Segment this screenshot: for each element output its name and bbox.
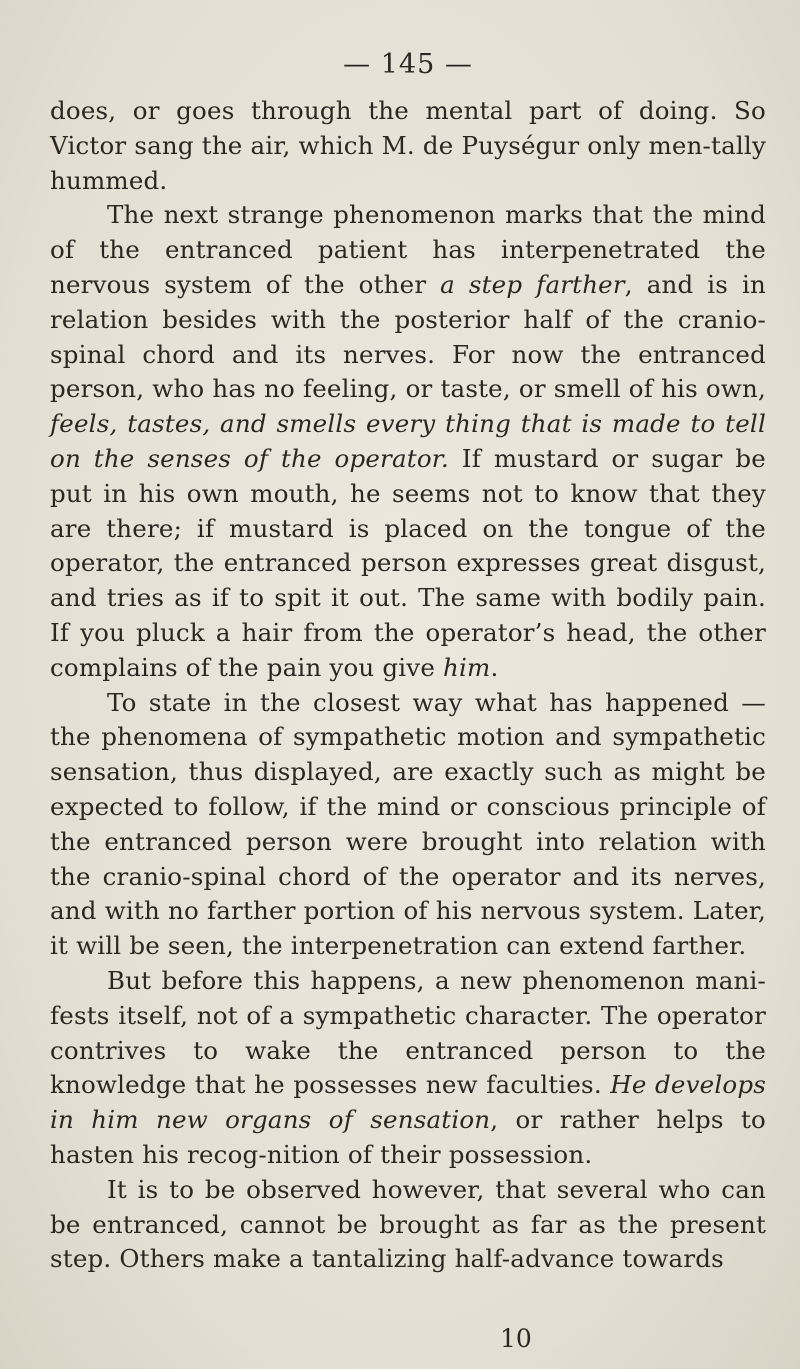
paragraph-5 [50,1173,766,1277]
italic-run: a step farther [440,269,625,299]
text-run: , and is in relation besides with the posterior half of the cranio-spinal chord and its nerves. For now the entranced person, who has no feeling, or taste, or smell of his own, [50,269,766,404]
paragraph-3 [50,686,766,964]
paragraph-4 [50,964,766,1173]
page-number-header: — 145 — [343,49,473,80]
text-run: . [490,652,499,682]
italic-run: He develops in him new organs of sensation [50,1070,767,1135]
text-run: The next strange phenomenon marks that the mind of the entranced patient has interpenetrated the nervous system of the other [50,200,766,299]
paragraph-1 [50,94,766,198]
italic-run: feels, tastes, and smells every thing that is made to tell on the senses of the operator. [50,409,766,473]
signature-mark: 10 [500,1324,532,1353]
text-run: It is to be observed however, that several who can be entranced, cannot be brought as far as the present step. Others make a tantalizing half-advance towards [50,1174,766,1274]
text-run: If mustard or sugar be put in his own mouth, he seems not to know that they are there; if mustard is placed on the tongue of the operator, the entranced person expresses great disgust, and tries as if to spit it out. The same with bodily pain. If you pluck a hair from the operator’s head, the other complains of the pain you give [50,443,766,682]
text-run: To state in the closest way what has happened — the phenomena of sympathetic motion and sympathetic sensation, thus displayed, are exactly such as might be expected to follow, if the mind or conscious principle of the entranced person were brought into relation with the cranio-spinal chord of the operator and its nerves, and with no farther portion of his nervous system. Later, it will be seen, the interpenetration can extend farther. [50,687,766,961]
text-run: does, or goes through the mental part of doing. So Victor sang the air, which M. de Puységur only men-tally hummed. [50,96,766,195]
paragraph-2 [50,198,766,685]
italic-run: him [443,652,491,682]
text-run: But before this happens, a new phenomenon mani-fests itself, not of a sympathetic character. The operator contrives to wake the entranced person to the knowledge that he possesses new faculties. [50,965,766,1100]
body-text [50,94,766,1277]
text-run: , or rather helps to hasten his recog-nition of their possession. [50,1105,766,1169]
